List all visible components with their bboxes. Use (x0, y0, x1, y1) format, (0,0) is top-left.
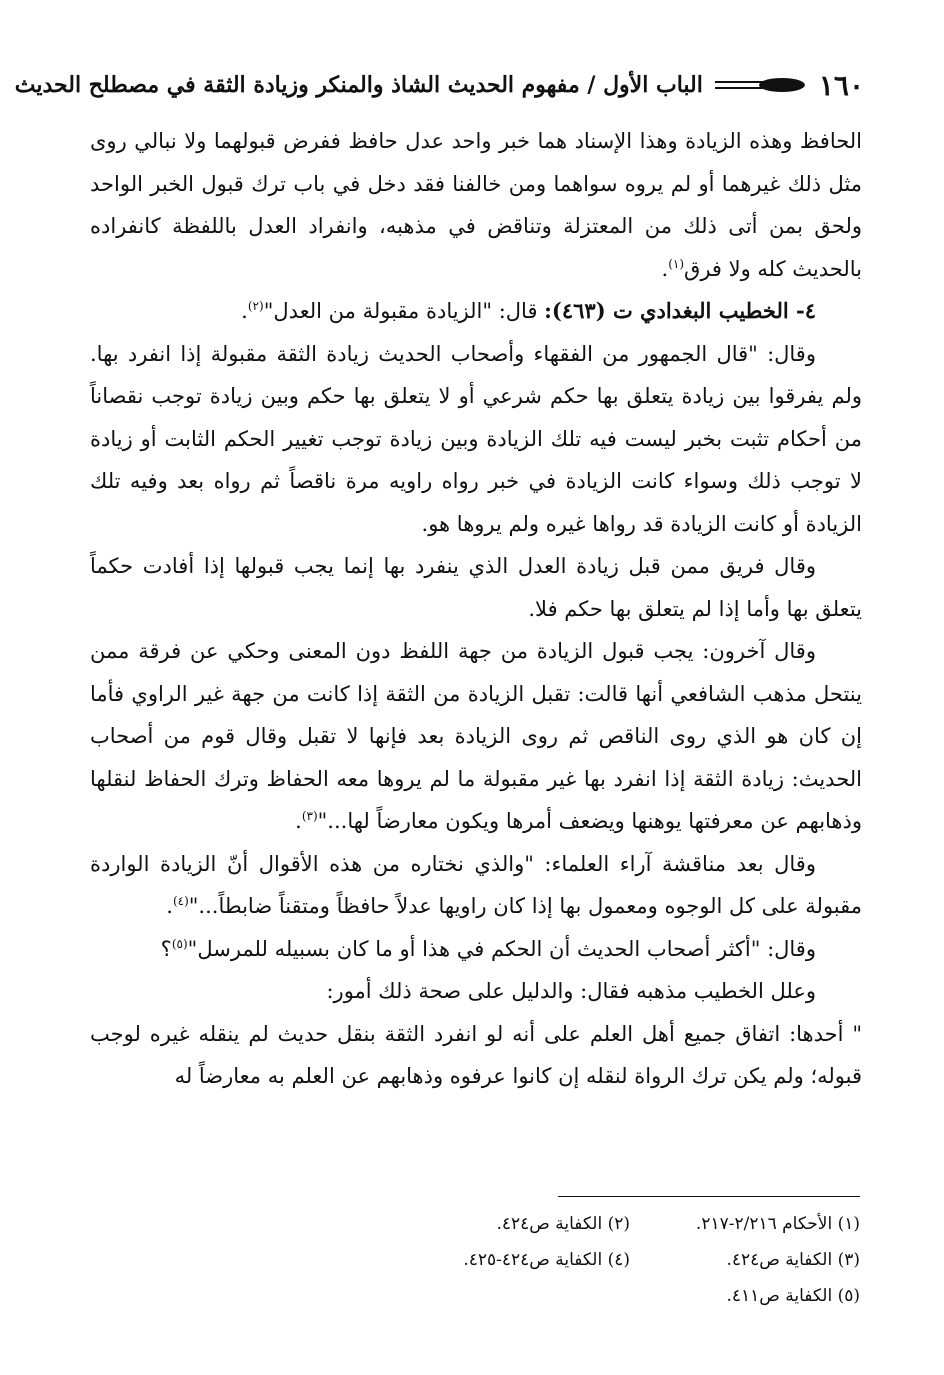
paragraph-end: . (241, 299, 248, 323)
footnote-4: (٤) الكفاية ص٤٢٤-٤٢٥. (463, 1250, 630, 1270)
paragraph-end: ؟ (160, 936, 172, 961)
paragraph-text: قال: "الزيادة مقبولة من العدل" (263, 299, 545, 323)
paragraph-end: . (661, 256, 669, 281)
heading-title: ٤- الخطيب البغدادي ت (٤٦٣): (544, 298, 816, 323)
chapter-title: الباب الأول / مفهوم الحديث الشاذ والمنكر وزيادة الثقة في مصطلح الحديث (14, 72, 703, 98)
ornament-blob (759, 78, 805, 92)
footnote-1: (١) الأحكام ٢/٢١٦-٢١٧. (695, 1214, 860, 1234)
paragraph-text: الحافظ وهذه الزيادة وهذا الإسناد هما خبر واحد عدل حافظ ففرض قبولهما ولا نبالي روى مثل ذلك غيرهما أو لم يروه سواهما ومن خالفنا فقد دخل في باب ترك قبول الخبر الواحد ولحق بمن أتى ذلك من المعتزلة وتناقض في مذهبه، وانفراد العدل باللفظة كانفراده بالحديث كله ولا فرق (90, 129, 862, 281)
paragraph-text: وعلل الخطيب مذهبه فقال: والدليل على صحة ذلك أمور: (326, 979, 816, 1003)
footnote-separator (558, 1196, 860, 1197)
footnote-row (300, 1242, 860, 1278)
paragraph-text: وقال فريق ممن قبل زيادة العدل الذي ينفرد بها إنما يجب قبولها إذا أفادت حكماً يتعلق بها وأما إذا لم يتعلق بها حكم فلا. (90, 554, 862, 621)
paragraph-continuation (90, 120, 862, 290)
footnote-2: (٢) الكفاية ص٤٢٤. (496, 1214, 630, 1234)
page-number: ١٦٠ (818, 68, 864, 102)
footnote-ref: (١) (668, 256, 685, 271)
paragraph-text: " أحدها: اتفاق جميع أهل العلم على أنه لو انفرد الثقة بنقل حديث لم ينقله غيره لوجب قبوله؛ ولم يكن ترك الرواة لنقله إن كانوا عرفوه وذهابهم عن العلم به معارضاً له (90, 1021, 862, 1088)
header-ornament (715, 78, 805, 92)
paragraph (90, 545, 862, 630)
paragraph-text: وقال: "أكثر أصحاب الحديث أن الحكم في هذا أو ما كان بسبيله للمرسل" (187, 936, 816, 961)
ornament-double-rule (715, 81, 763, 89)
paragraph (90, 928, 862, 971)
paragraph-text: وقال بعد مناقشة آراء العلماء: "والذي نختاره من هذه الأقوال أنّ الزيادة الواردة مقبولة على كل الوجوه ومعمول بها إذا كان راويها عدلاً حافظاً ومتقناً ضابطاً..." (90, 851, 862, 918)
footnote-5: (٥) الكفاية ص٤١١. (726, 1286, 860, 1306)
paragraph (90, 843, 862, 928)
paragraph (90, 630, 862, 843)
paragraph-continuation (90, 1013, 862, 1098)
paragraph (90, 333, 862, 546)
paragraph-text: وقال آخرون: يجب قبول الزيادة من جهة اللفظ دون المعنى وحكي عن فرقة ممن ينتحل مذهب الشافعي أنها قالت: تقبل الزيادة من الثقة إذا كانت من جهة غير الراوي فأما إن كان هو الذي روى الناقص ثم روى الزيادة بعد فإنها لا تقبل وقال قوم من أصحاب الحديث: زيادة الثقة إذا انفرد بها غير مقبولة ما لم يروها معه الحفاظ وترك الحفاظ لنقلها وذهابهم عن معرفتها يوهنها ويضعف أمرها ويكون معارضاً لها..." (90, 639, 862, 833)
footnote-ref: (٣) (301, 809, 318, 823)
footnote-3: (٣) الكفاية ص٤٢٤. (726, 1250, 860, 1270)
paragraph-end: . (166, 894, 173, 918)
paragraph-end: . (295, 809, 302, 833)
footnote-ref: (٢) (247, 299, 264, 313)
paragraph-text: وقال: "قال الجمهور من الفقهاء وأصحاب الحديث زيادة الثقة مقبولة إذا انفرد بها. ولم يفرقوا بين زيادة يتعلق بها حكم شرعي أو لا يتعلق بها حكم وبين زيادة توجب نقصاناً من أحكام تثبت بخبر ليست فيه تلك الزيادة وبين زيادة توجب تغيير الحكم الثابت أو زيادة لا توجب ذلك وسواء كانت الزيادة في خبر رواه راويه مرة ناقصاً ثم رواه بعد وفيه تلك الزيادة أو كانت الزيادة قد رواها غيره ولم يروها هو. (90, 341, 862, 536)
section-heading-khatib (90, 290, 862, 333)
footnote-ref: (٥) (171, 936, 188, 951)
footnote-row (300, 1206, 860, 1242)
footnote-row (300, 1278, 860, 1314)
running-header (14, 50, 864, 120)
paragraph (90, 970, 862, 1013)
body-text (90, 120, 862, 1098)
footnotes (300, 1206, 860, 1314)
footnote-ref: (٤) (172, 894, 189, 908)
